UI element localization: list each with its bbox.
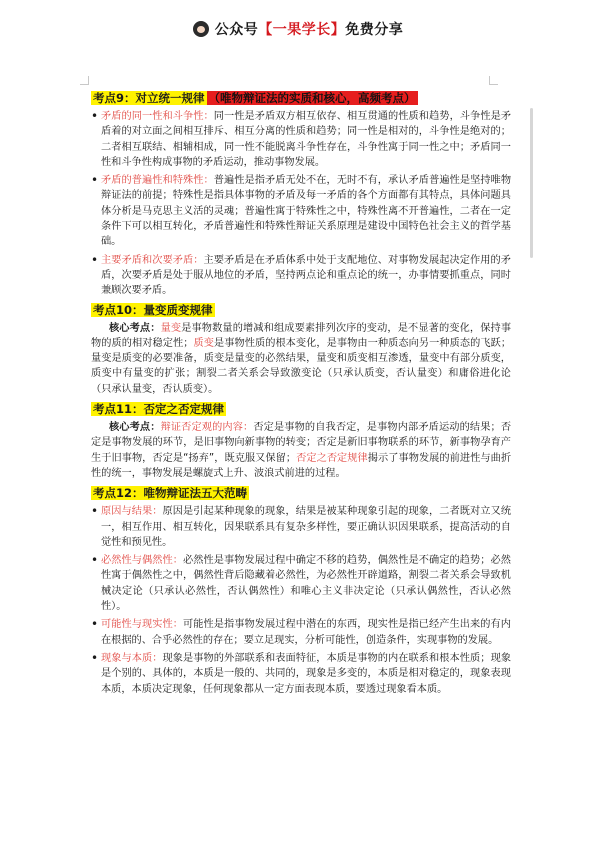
term-text: 可能性是指事物发展过程中潜在的东西，现实性是指已经产生出来的有内在根据的、合乎必然性的存在；要立足现实，分析可能性，创造条件，实现事物的发展。 (101, 619, 511, 646)
section-10-heading (91, 302, 511, 318)
term-text: 普遍性是指矛盾无处不在，无时不有，承认矛盾普遍性是坚持唯物辩证法的前提；特殊性是指具体事物的矛盾及每一矛盾的各个方面都有其特点，具体问题具体分析是马克思主义活的灵魂；普遍性寓于特殊性之中，特殊性离不开普遍性，二者在一定条件下可以相互转化，矛盾普遍性和特殊性辩证关系原理是建设中国特色社会主义的哲学基础。 (101, 175, 512, 248)
header-banner (193, 19, 404, 39)
term-text: 否定是事物的自我否定，是事物内部矛盾运动的结果；否定是事物发展的环节，是旧事物向新事物的转变；否定是新旧事物联系的环节，新事物孕育产生于旧事物，否定是“扬弃”，既克服又保留； (91, 422, 512, 464)
bullet-icon: • (91, 617, 99, 632)
header-prefix: 公众号 (214, 22, 259, 38)
term-label: 辩证否定观的内容： (160, 422, 254, 434)
lead-label: 核心考点： (109, 322, 161, 334)
list-item (91, 253, 511, 299)
term-text: 主要矛盾是在矛盾体系中处于支配地位、对事物发展起决定作用的矛盾，次要矛盾是处于服从地位的矛盾，坚持两点论和重点论的统一，办事情要抓重点，同时兼顾次要矛盾。 (101, 254, 511, 297)
list-item (91, 553, 511, 614)
list-item (91, 651, 511, 697)
term-label: 现象与本质： (101, 652, 163, 664)
section-9-title: 考点9：对立统一规律 (93, 91, 205, 105)
bullet-icon: • (91, 173, 99, 188)
bullet-icon: • (91, 553, 99, 568)
term-text: 是事物性质的根本变化，是事物由一种质态向另一种质态的飞跃；量变是质变的必要准备，质变是量变的必然结果，量变和质变相互渗透，量变中有部分质变，质变中有量变的扩张；割裂二者关系会导致激变论（只承认质变，否认量变）和庸俗进化论（只承认量变，否认质变）。 (91, 337, 512, 395)
term-label: 矛盾的普遍性和特殊性： (101, 175, 214, 187)
header-title (215, 19, 404, 39)
section-12-title: 考点12：唯物辩证法五大范畴 (93, 486, 248, 501)
list-item (91, 173, 511, 249)
header-suffix: 免费分享 (345, 22, 404, 38)
term-text: 同一性是矛盾双方相互依存、相互贯通的性质和趋势，斗争性是矛盾着的对立面之间相互排斥、相互分离的性质和趋势；同一性是相对的，斗争性是绝对的；二者相互联结、相辅相成，同一性不能脱离斗争性存在，斗争性寓于同一性之中；矛盾同一性和斗争性构成事物的矛盾运动，推动事物发展。 (101, 111, 512, 168)
term-label: 量变 (160, 322, 182, 334)
section-11-title: 考点11：否定之否定规律 (93, 402, 225, 417)
section-10-paragraph (91, 321, 511, 397)
section-9-heading (91, 90, 511, 106)
section-10-title: 考点10：量变质变规律 (93, 302, 213, 317)
bullet-icon: • (91, 650, 99, 665)
term-label: 可能性与现实性： (101, 619, 184, 631)
term-text: 原因是引起某种现象的现象，结果是被某种现象引起的现象，二者既对立又统一，相互作用、相互转化，因果联系具有复杂多样性，要正确认识因果联系，提高活动的自觉性和预见性。 (101, 506, 512, 548)
section-11-heading (91, 401, 511, 417)
page-header (0, 0, 596, 68)
crop-mark-right (489, 76, 498, 85)
bullet-icon: • (91, 252, 99, 267)
term-label: 原因与结果： (101, 506, 163, 518)
term-label: 质变 (193, 337, 214, 349)
scrollbar[interactable] (530, 108, 533, 258)
term-text: 现象是事物的外部联系和表面特征，本质是事物的内在联系和根本性质；现象是个别的、具体的，本质是一般的、共同的，现象是多变的，本质是相对稳定的，现象表现本质，本质决定现象，任何现象都从一定方面表现本质，要透过现象看本质。 (101, 652, 512, 695)
section-11-paragraph (91, 420, 511, 481)
term-label: 主要矛盾和次要矛盾： (101, 254, 204, 266)
list-item (91, 617, 511, 648)
list-item (91, 109, 511, 170)
term-text: 揭示了事物发展的前进性与曲折性的统一，事物发展是螺旋式上升、波浪式前进的过程。 (91, 452, 512, 479)
avatar-icon (193, 21, 209, 37)
section-9-title-note: （唯物辩证法的实质和核心，高频考点） (208, 91, 416, 105)
crop-mark-left (80, 76, 89, 85)
list-item (91, 504, 511, 550)
bullet-icon: • (91, 504, 99, 519)
bullet-icon: • (91, 109, 99, 123)
term-label: 矛盾的同一性和斗争性： (101, 111, 214, 122)
section-12-heading (91, 485, 511, 501)
term-label: 否定之否定规律 (296, 452, 368, 464)
lead-label: 核心考点： (109, 422, 161, 434)
term-text: 必然性是事物发展过程中确定不移的趋势，偶然性是不确定的趋势；必然性寓于偶然性之中，偶然性背后隐藏着必然性，为必然性开辟道路，割裂二者关系会导致机械决定论（只承认必然性，否认偶然性）和唯心主义非决定论（只承认偶然性，否认必然性）。 (101, 555, 511, 613)
term-text: 是事物数量的增减和组成要素排列次序的变动，是不显著的变化，保持事物的质的相对稳定性； (91, 322, 512, 349)
term-label: 必然性与偶然性： (101, 555, 184, 567)
document-body (91, 90, 511, 700)
header-brand: 【一果学长】 (258, 22, 346, 38)
